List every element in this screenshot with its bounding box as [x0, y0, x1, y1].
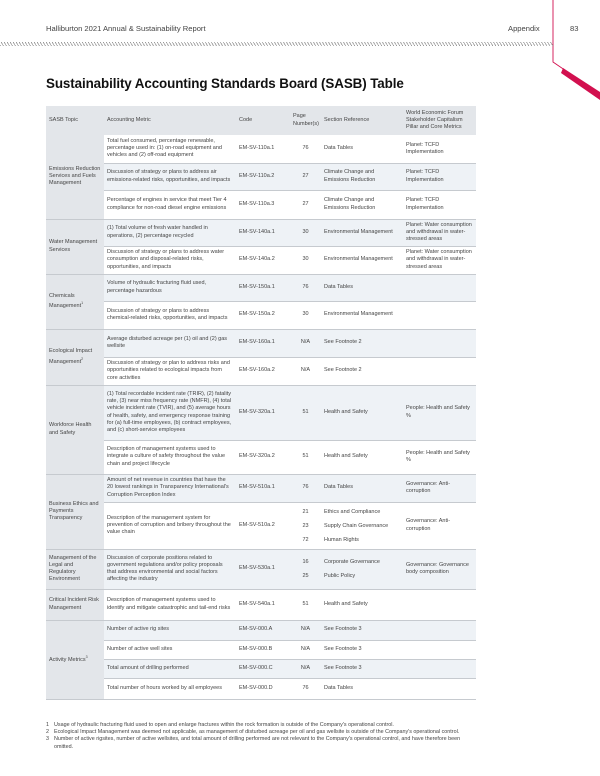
section-references [321, 274, 403, 301]
page-numbers [290, 474, 321, 502]
table-row [46, 640, 476, 659]
sasb-topic-cell [46, 620, 104, 699]
table-row [46, 620, 476, 640]
wef-metric: Planet: Water consumption and withdrawal in water-stressed areas [403, 246, 476, 274]
page-number-ref: 76 [302, 283, 309, 290]
section-reference: Corporate Governance [324, 559, 380, 565]
col-header-metric: Accounting Metric [104, 106, 236, 135]
accounting-metric: Total fuel consumed, percentage renewable, percentage used in: (1) on-road equipment and vehicles and (2) off-road equipment [104, 135, 236, 163]
section-reference: See Footnote 2 [324, 339, 362, 346]
footnote-text: Usage of hydraulic fracturing fluid used to open and enlarge fractures within the rock formation is outside of the Company's operational control. [54, 722, 394, 728]
wef-metric: Governance: Anti-corruption [403, 474, 476, 502]
page-number-ref: 21 [302, 508, 309, 515]
section-reference: Data Tables [324, 145, 353, 152]
footnote-text: Number of active rigsites, number of active wellsites, and total amount of drilling performed are not relevant to the Company's operational control, and have therefore been omitted. [54, 736, 461, 750]
accounting-metric: Average disturbed acreage per (1) oil and (2) gas wellsite [104, 329, 236, 357]
metric-code: EM-SV-000.B [236, 640, 290, 659]
table-row [46, 246, 476, 274]
wef-metric: Planet: Water consumption and withdrawal in water-stressed areas [403, 219, 476, 246]
accounting-metric: Discussion of corporate positions related to government regulations and/or policy proposals that address environmental and social factors affecting the industry [104, 549, 236, 589]
page-numbers [290, 190, 321, 219]
page-number-ref: N/A [300, 645, 311, 652]
section-references [321, 502, 403, 549]
page-numbers [290, 549, 321, 589]
metric-code: EM-SV-110a.2 [236, 163, 290, 190]
col-header-code: Code [236, 106, 290, 135]
table-row [46, 659, 476, 678]
sasb-topic-cell [46, 549, 104, 589]
page-number-ref: N/A [300, 664, 311, 671]
page-numbers [290, 502, 321, 549]
footnote [46, 722, 476, 729]
metric-code: EM-SV-110a.3 [236, 190, 290, 219]
footnote-ref: 1 [81, 301, 84, 306]
metric-code: EM-SV-510a.2 [236, 502, 290, 549]
table-row [46, 678, 476, 699]
accounting-metric: Discussion of strategy or plan to address risks and opportunities related to ecological impacts from core activities [104, 357, 236, 385]
page-number-ref: 30 [302, 256, 309, 263]
page-numbers [290, 589, 321, 620]
page-number-ref: 16 [302, 559, 309, 565]
page-numbers [290, 678, 321, 699]
section-reference: Supply Chain Governance [324, 522, 389, 529]
page-number-ref: 72 [302, 536, 309, 543]
wef-metric: Governance: Governance body composition [403, 549, 476, 589]
page-number-ref: 27 [302, 172, 309, 179]
metric-code: EM-SV-000.A [236, 620, 290, 640]
section-reference: See Footnote 3 [324, 645, 362, 652]
accounting-metric: Number of active well sites [104, 640, 236, 659]
accounting-metric: (1) Total volume of fresh water handled in operations, (2) percentage recycled [104, 219, 236, 246]
report-title: Halliburton 2021 Annual & Sustainability Report [46, 24, 206, 33]
accounting-metric: Amount of net revenue in countries that have the 20 lowest rankings in Transparency International's Corruption Perception Index [104, 474, 236, 502]
wef-metric: Planet: TCFD Implementation [403, 135, 476, 163]
section-references [321, 659, 403, 678]
accounting-metric: Total number of hours worked by all employees [104, 678, 236, 699]
wef-metric [403, 678, 476, 699]
page-number-ref: 30 [302, 228, 309, 235]
page-numbers [290, 620, 321, 640]
metric-code: EM-SV-320a.1 [236, 385, 290, 440]
col-header-wef: World Economic Forum Stakeholder Capitalism Pillar and Core Metrics [403, 106, 476, 135]
footnote-ref: 2 [81, 356, 84, 361]
section-references [321, 219, 403, 246]
accounting-metric: Discussion of strategy or plans to address chemical-related risks, opportunities, and impacts [104, 301, 236, 329]
page-number-ref: 76 [302, 484, 309, 491]
sasb-topic: Activity Metrics [49, 657, 86, 664]
page-title: Sustainability Accounting Standards Board (SASB) Table [46, 76, 404, 91]
page-numbers [290, 440, 321, 474]
sasb-topic: Water Management Services [49, 239, 98, 253]
metric-code: EM-SV-000.D [236, 678, 290, 699]
page-number-ref: 51 [302, 408, 309, 415]
section-reference: Health and Safety [324, 408, 368, 415]
section-reference: Climate Change and Emissions Reduction [324, 169, 376, 183]
section-references [321, 549, 403, 589]
page-number-ref: 51 [302, 600, 309, 607]
table-row [46, 190, 476, 219]
section-reference: Ethics and Compliance [324, 508, 381, 515]
metric-code: EM-SV-140a.1 [236, 219, 290, 246]
accounting-metric: Description of management systems used to integrate a culture of safety throughout the value chain and project lifecycle [104, 440, 236, 474]
sasb-topic-cell [46, 589, 104, 620]
wef-metric [403, 640, 476, 659]
wef-metric: Planet: TCFD Implementation [403, 163, 476, 190]
table-row [46, 329, 476, 357]
section-reference: Data Tables [324, 283, 353, 290]
table-row [46, 357, 476, 385]
metric-code: EM-SV-140a.2 [236, 246, 290, 274]
accounting-metric: Discussion of strategy or plans to address water consumption and disposal-related risks, opportunities, and impacts [104, 246, 236, 274]
wef-metric [403, 274, 476, 301]
page-number-ref: 30 [302, 311, 309, 318]
section-references [321, 589, 403, 620]
wef-metric [403, 329, 476, 357]
metric-code: EM-SV-160a.1 [236, 329, 290, 357]
page-numbers [290, 163, 321, 190]
metric-code: EM-SV-150a.2 [236, 301, 290, 329]
table-row [46, 502, 476, 549]
sasb-topic: Management of the Legal and Regulatory Environment [49, 554, 97, 583]
wef-metric: People: Health and Safety % [403, 385, 476, 440]
footnote-ref: 3 [85, 655, 88, 660]
page-number-ref: 51 [302, 453, 309, 460]
section-references [321, 385, 403, 440]
sasb-topic-cell [46, 274, 104, 329]
table-row [46, 474, 476, 502]
section-references [321, 135, 403, 163]
section-reference: Human Rights [324, 536, 359, 543]
accounting-metric: Discussion of strategy or plans to address air emissions-related risks, opportunities, and impacts [104, 163, 236, 190]
metric-code: EM-SV-000.C [236, 659, 290, 678]
page-number-ref: N/A [300, 367, 311, 374]
section-reference: Environmental Management [324, 311, 393, 318]
metric-code: EM-SV-540a.1 [236, 589, 290, 620]
page-numbers [290, 329, 321, 357]
accounting-metric: Percentage of engines in service that meet Tier 4 compliance for non-road diesel engine emissions [104, 190, 236, 219]
table-row [46, 219, 476, 246]
col-header-page: Page Number(s) [290, 106, 321, 135]
footnote [46, 729, 476, 736]
table-row [46, 163, 476, 190]
metric-code: EM-SV-160a.2 [236, 357, 290, 385]
wef-metric [403, 357, 476, 385]
accounting-metric: Description of the management system for prevention of corruption and bribery throughout the value chain [104, 502, 236, 549]
accounting-metric: Number of active rig sites [104, 620, 236, 640]
wef-metric: Planet: TCFD Implementation [403, 190, 476, 219]
sasb-topic: Business Ethics and Payments Transparency [49, 500, 99, 522]
sasb-topic: Ecological Impact Management [49, 348, 93, 365]
wef-metric [403, 589, 476, 620]
table-row [46, 301, 476, 329]
sasb-topic: Workforce Health and Safety [49, 422, 92, 436]
col-header-section: Section Reference [321, 106, 403, 135]
section-references [321, 190, 403, 219]
accounting-metric: (1) Total recordable incident rate (TRIR), (2) fatality rate, (3) near miss frequency rate (NMFR), (4) total vehicle incident rate (TVIR), and (5) average hours of health, safety, and emergency response training for (a) full-time employees, (b) contract employees, and (c) short-service employees [104, 385, 236, 440]
table-row [46, 385, 476, 440]
page-numbers [290, 385, 321, 440]
section-reference: Health and Safety [324, 600, 368, 607]
metric-code: EM-SV-320a.2 [236, 440, 290, 474]
section-reference: Health and Safety [324, 453, 368, 460]
page-number-ref: N/A [300, 626, 311, 633]
footnote-text: Ecological Impact Management was deemed not applicable, as management of disturbed acreage per oil and gas wellsite is outside of the Company's operational control. [54, 729, 460, 736]
sasb-topic-cell [46, 219, 104, 274]
table-row [46, 549, 476, 589]
footnotes [46, 722, 476, 751]
section-references [321, 440, 403, 474]
sasb-table [46, 106, 476, 700]
sasb-topic-cell [46, 135, 104, 219]
footnote-number: 3 [46, 736, 49, 743]
table-header-row [46, 106, 476, 135]
section-references [321, 357, 403, 385]
metric-code: EM-SV-530a.1 [236, 549, 290, 589]
table-row [46, 440, 476, 474]
sasb-topic-cell [46, 385, 104, 474]
section-reference: Public Policy [324, 573, 356, 579]
sasb-topic: Emissions Reduction Services and Fuels Management [49, 165, 101, 187]
metric-code: EM-SV-510a.1 [236, 474, 290, 502]
metric-code: EM-SV-110a.1 [236, 135, 290, 163]
section-references [321, 640, 403, 659]
page-numbers [290, 301, 321, 329]
page-numbers [290, 135, 321, 163]
page-numbers [290, 219, 321, 246]
section-reference: See Footnote 2 [324, 367, 362, 374]
page-number-ref: N/A [300, 339, 311, 346]
section-references [321, 678, 403, 699]
hatch-divider [0, 42, 553, 46]
page-numbers [290, 640, 321, 659]
section-reference: Data Tables [324, 684, 353, 691]
footnote [46, 736, 476, 750]
section-references [321, 301, 403, 329]
section-reference: Climate Change and Emissions Reduction [324, 197, 376, 211]
footnote-number: 2 [46, 729, 49, 736]
section-reference: See Footnote 3 [324, 626, 362, 633]
page-numbers [290, 246, 321, 274]
page-number-ref: 76 [302, 145, 309, 152]
wef-metric [403, 301, 476, 329]
page-numbers [290, 274, 321, 301]
section-name: Appendix [508, 24, 540, 33]
wef-metric [403, 620, 476, 640]
page-numbers [290, 659, 321, 678]
wef-metric [403, 659, 476, 678]
footnote-number: 1 [46, 722, 49, 728]
metric-code: EM-SV-150a.1 [236, 274, 290, 301]
page-numbers [290, 357, 321, 385]
wef-metric: People: Health and Safety % [403, 440, 476, 474]
section-references [321, 620, 403, 640]
section-references [321, 474, 403, 502]
sasb-topic-cell [46, 329, 104, 385]
page-number-ref: 27 [302, 200, 309, 207]
page-number-ref: 76 [302, 684, 309, 691]
accent-line-decoration [0, 0, 600, 110]
section-references [321, 329, 403, 357]
section-references [321, 246, 403, 274]
accounting-metric: Volume of hydraulic fracturing fluid used, percentage hazardous [104, 274, 236, 301]
sasb-topic: Chemicals Management [49, 292, 82, 309]
col-header-topic: SASB Topic [46, 106, 104, 135]
table-row [46, 274, 476, 301]
sasb-topic-cell [46, 474, 104, 549]
table-row [46, 589, 476, 620]
wef-metric: Governance: Anti-corruption [403, 502, 476, 549]
section-reference: See Footnote 3 [324, 664, 362, 671]
section-reference: Data Tables [324, 484, 353, 491]
page-number-ref: 25 [302, 573, 309, 579]
table-row [46, 135, 476, 163]
accounting-metric: Description of management systems used to identify and mitigate catastrophic and tail-end risks [104, 589, 236, 620]
section-references [321, 163, 403, 190]
section-reference: Environmental Management [324, 256, 393, 263]
page-number-ref: 23 [302, 522, 309, 529]
accounting-metric: Total amount of drilling performed [104, 659, 236, 678]
sasb-topic: Critical Incident Risk Management [49, 597, 99, 611]
section-reference: Environmental Management [324, 228, 393, 235]
page-number: 83 [570, 24, 579, 33]
